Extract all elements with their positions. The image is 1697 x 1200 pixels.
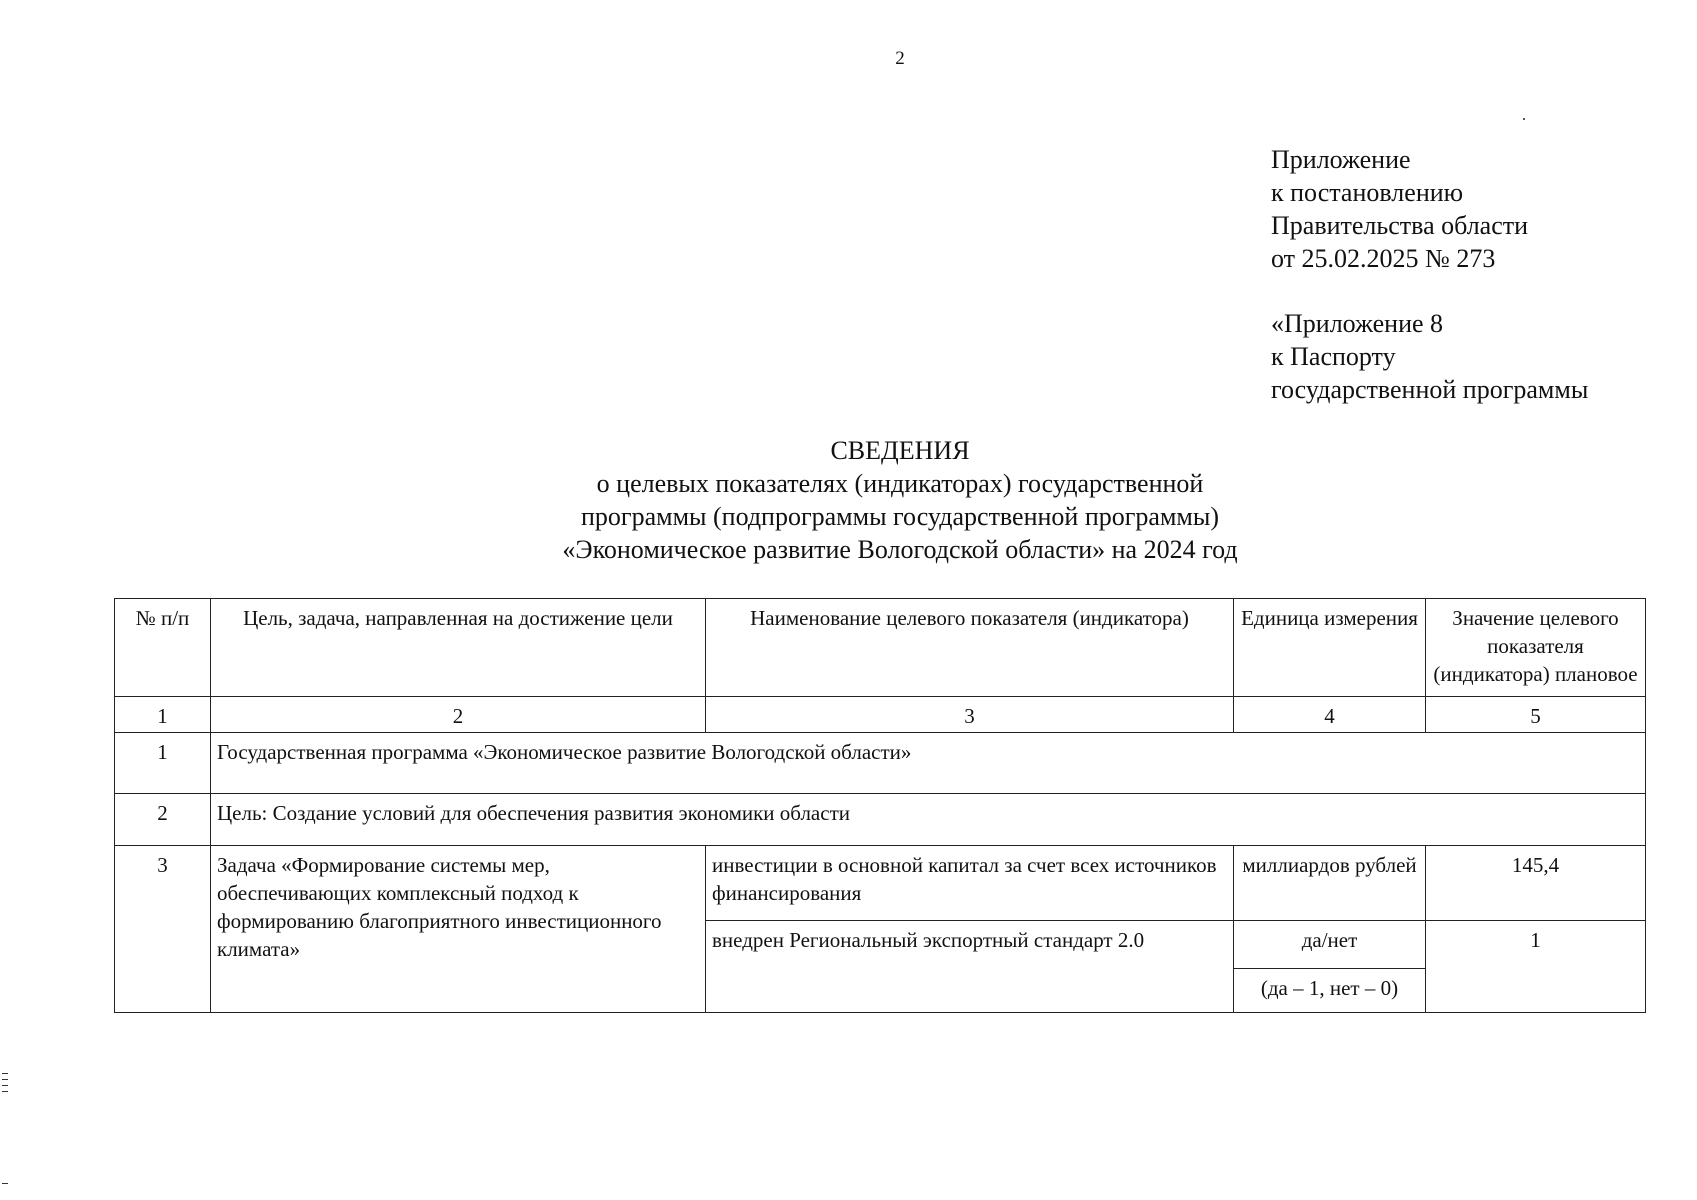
header-cell-planned-value: Значение целевого показателя (индикатора) плановое xyxy=(1426,599,1646,697)
table-row-goal xyxy=(115,794,1646,846)
indicator-value: 1 xyxy=(1426,921,1646,1013)
passport-appendix-reference xyxy=(1271,307,1588,406)
title-line: программы (подпрограммы государственной программы) xyxy=(581,502,1219,531)
appendix-line: государственной программы xyxy=(1271,375,1589,404)
appendix-line: Правительства области xyxy=(1271,211,1529,240)
column-number: 5 xyxy=(1426,697,1646,733)
indicator-unit: да/нет xyxy=(1234,921,1426,969)
appendix-line: к постановлению xyxy=(1271,178,1464,207)
table-row-program xyxy=(115,733,1646,794)
goal-text: Цель: Создание условий для обеспечения развития экономики области xyxy=(211,794,1646,846)
document-title xyxy=(450,434,1350,566)
header-cell-goal: Цель, задача, направленная на достижение цели xyxy=(211,599,706,697)
indicator-value: 145,4 xyxy=(1426,846,1646,921)
program-name: Государственная программа «Экономическое развитие Вологодской области» xyxy=(211,733,1646,794)
appendix-line: от 25.02.2025 № 273 xyxy=(1271,244,1496,273)
scan-dot xyxy=(1523,118,1525,120)
indicator-name: инвестиции в основной капитал за счет всех источников финансирования xyxy=(706,846,1234,921)
column-number: 3 xyxy=(706,697,1234,733)
appendix-line: к Паспорту xyxy=(1271,342,1396,371)
indicator-unit: миллиардов рублей xyxy=(1234,846,1426,921)
appendix-reference xyxy=(1271,143,1528,275)
column-number: 2 xyxy=(211,697,706,733)
title-heading: СВЕДЕНИЯ xyxy=(830,436,970,465)
row-number: 1 xyxy=(115,733,211,794)
title-line: «Экономическое развитие Вологодской области» на 2024 год xyxy=(562,535,1238,564)
scan-edge-marks xyxy=(2,1073,8,1097)
column-number-row xyxy=(115,697,1646,733)
indicators-table xyxy=(114,598,1646,1013)
row-number: 2 xyxy=(115,794,211,846)
scan-edge-mark xyxy=(2,1183,8,1184)
table-row-task xyxy=(115,846,1646,921)
header-cell-number: № п/п xyxy=(115,599,211,697)
column-number: 4 xyxy=(1234,697,1426,733)
column-number: 1 xyxy=(115,697,211,733)
appendix-line: «Приложение 8 xyxy=(1271,309,1444,338)
indicator-unit-note: (да – 1, нет – 0) xyxy=(1234,969,1426,1013)
header-cell-unit: Единица измерения xyxy=(1234,599,1426,697)
row-number: 3 xyxy=(115,846,211,1013)
table-header-row xyxy=(115,599,1646,697)
title-line: о целевых показателях (индикаторах) государственной xyxy=(596,469,1204,498)
appendix-line: Приложение xyxy=(1271,145,1411,174)
header-cell-indicator-name: Наименование целевого показателя (индикатора) xyxy=(706,599,1234,697)
indicator-name: внедрен Региональный экспортный стандарт 2.0 xyxy=(706,921,1234,1013)
task-text: Задача «Формирование системы мер, обеспечивающих комплексный подход к формированию благоприятного инвестиционного климата» xyxy=(211,846,706,1013)
page-number: 2 xyxy=(895,48,905,69)
